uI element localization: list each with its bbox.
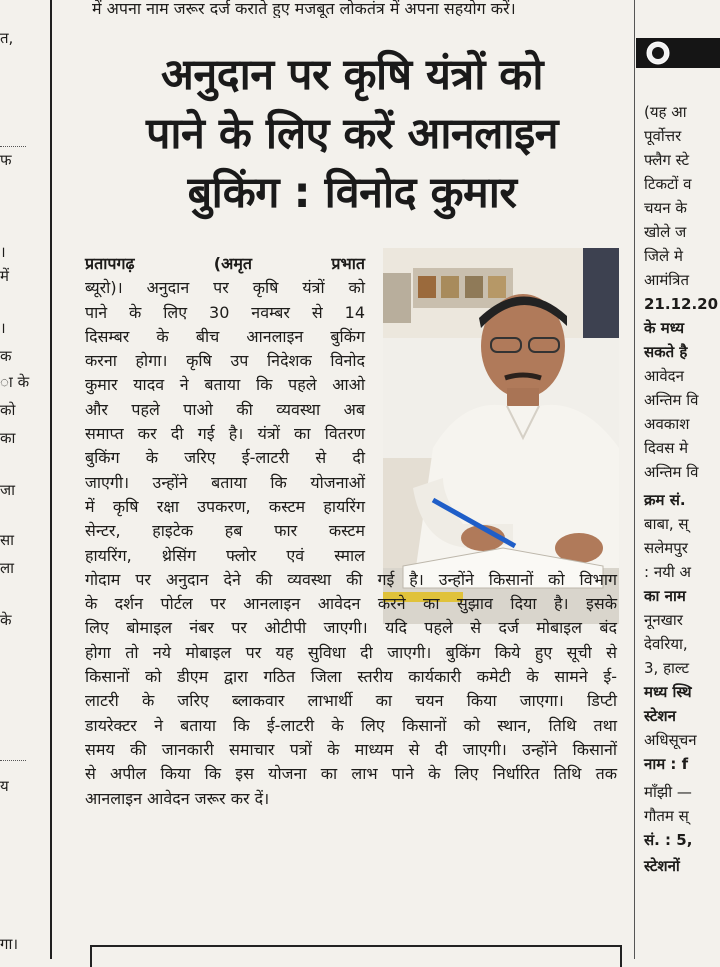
left-fragment: में xyxy=(0,267,9,285)
left-fragment: य xyxy=(0,777,9,795)
right-fragment: टिकटों व xyxy=(644,175,692,193)
article-line: कुमार यादव ने बताया कि पहले आओ xyxy=(85,375,365,395)
right-fragment: पूर्वोत्तर xyxy=(644,127,682,145)
left-fragment: जा xyxy=(0,481,16,499)
divider xyxy=(0,146,26,147)
column-rule xyxy=(634,0,635,959)
article-line: ब्यूरो)। अनुदान पर कृषि यंत्रों को xyxy=(85,278,365,298)
headline-line-3: बुकिंग : विनोद कुमार xyxy=(187,168,517,218)
article-line: के दर्शन पोर्टल पर आनलाइन आवेदन करने का सुझाव दिया है। इसके xyxy=(85,594,617,614)
left-fragment: ा के xyxy=(0,373,30,391)
right-fragment: आवेदन xyxy=(644,367,684,385)
article-line: गोदाम पर अनुदान देने की व्यवस्था की गई है। उन्होंने किसानों को विभाग xyxy=(85,569,617,589)
article-line: लिए बोमाइल नंबर पर ओटीपी जाएगी। यदि पहले से दर्ज मोबाइल बंद xyxy=(85,618,617,638)
left-fragment: को xyxy=(0,401,16,419)
right-fragment: बाबा, स् xyxy=(644,515,689,533)
left-fragment: फ xyxy=(0,151,12,169)
right-fragment: खोले ज xyxy=(644,223,687,241)
article-line: समाप्त कर दी गई है। यंत्रों का वितरण xyxy=(85,424,365,444)
article-line: और पहले पाओ की व्यवस्था अब xyxy=(85,399,365,419)
right-fragment: अवकाश xyxy=(644,415,690,433)
divider xyxy=(0,760,26,761)
previous-article-line: में अपना नाम जरूर दर्ज कराते हुए मजबूत लोकतंत्र में अपना सहयोग करें। xyxy=(92,0,516,18)
right-fragment: गौतम स् xyxy=(644,807,689,825)
article-line: दिसम्बर के बीच आनलाइन बुकिंग xyxy=(85,326,365,346)
left-fragment: का xyxy=(0,429,16,447)
right-fragment: माँझी — xyxy=(644,783,692,801)
right-fragment: सं. : 5, xyxy=(644,831,693,849)
article-line: सेन्टर, हाइटेक हब फार कस्टम xyxy=(85,521,365,541)
column-rule xyxy=(50,0,52,959)
column-header-bar xyxy=(636,38,720,68)
headline-line-2: पाने के लिए करें आनलाइन xyxy=(145,109,559,159)
left-fragment: । xyxy=(0,243,6,261)
right-neighbor-column xyxy=(636,30,720,959)
article-line: से अपील किया कि इस योजना का लाभ पाने के लिए निर्धारित तिथि तक xyxy=(85,764,617,784)
article-line: हायरिंग, थ्रेसिंग फ्लोर एवं स्माल xyxy=(85,545,365,565)
article-line: पाने के लिए 30 नवम्बर से 14 xyxy=(85,302,365,322)
right-fragment: जिले मे xyxy=(644,247,683,265)
article-line: जाएगी। उन्होंने बताया कि योजनाओं xyxy=(85,472,365,492)
article-line: करना होगा। कृषि उप निदेशक विनोद xyxy=(85,351,365,371)
left-fragment: सा xyxy=(0,531,15,549)
headline-line-1: अनुदान पर कृषि यंत्रों को xyxy=(161,50,543,100)
left-fragment: । xyxy=(0,319,6,337)
right-fragment: चयन के xyxy=(644,199,687,217)
right-fragment: दिवस मे xyxy=(644,439,689,457)
headline xyxy=(72,46,632,223)
left-fragment: क xyxy=(0,347,12,365)
article-line: समय की जानकारी समाचार पत्रों के माध्यम से दी जाएगी। उन्होंने किसानों xyxy=(85,739,617,759)
right-fragment: (यह आ xyxy=(644,103,687,121)
article-line: लाटरी के जरिए ब्लाकवार लाभार्थी का चयन किया जाएगा। डिप्टी xyxy=(85,691,617,711)
right-fragment: के मध्य xyxy=(644,319,685,337)
right-fragment: : नयी अ xyxy=(644,563,691,581)
right-fragment: स्टेशनों xyxy=(644,857,680,875)
right-fragment: सलेमपुर xyxy=(644,539,688,557)
right-fragment: मध्य स्थि xyxy=(644,683,692,701)
right-fragment: सकते है xyxy=(644,343,688,361)
right-fragment: 3, हाल्ट xyxy=(644,659,690,677)
article-line: किसानों को डीएम द्वारा गठित जिला स्तरीय कार्यकारी कमेटी के सामने ई- xyxy=(85,667,617,687)
right-fragment: नूनखार xyxy=(644,611,683,629)
left-fragment: त, xyxy=(0,29,14,47)
left-fragment: ला xyxy=(0,559,15,577)
right-fragment: स्टेशन xyxy=(644,707,676,725)
article-line: बुकिंग के जरिए ई-लाटरी से दी xyxy=(85,448,365,468)
article-line: प्रतापगढ़ (अमृत प्रभात xyxy=(85,254,365,273)
article-line: होगा तो नये मोबाइल पर यह सुविधा दी जाएगी। बुकिंग किये हुए सूची से xyxy=(85,642,617,662)
left-fragment: गा। xyxy=(0,935,19,953)
article-line: आनलाइन आवेदन जरूर कर दें। xyxy=(85,788,270,808)
right-fragment: देवरिया, xyxy=(644,635,688,653)
next-article-box xyxy=(90,945,622,967)
right-fragment: आमंत्रित xyxy=(644,271,690,289)
right-fragment: 21.12.20 xyxy=(644,295,719,313)
railway-logo-icon xyxy=(644,39,672,67)
right-fragment: फ्लैग स्टे xyxy=(644,151,689,169)
right-fragment: अन्तिम वि xyxy=(644,463,699,481)
left-fragment: के xyxy=(0,611,12,629)
right-fragment: अधिसूचन xyxy=(644,731,697,749)
article-line: में कृषि रक्षा उपकरण, कस्टम हायरिंग xyxy=(85,496,365,516)
right-fragment: क्रम सं. xyxy=(644,491,686,509)
right-fragment: का नाम xyxy=(644,587,686,605)
article-line: डायरेक्टर ने बताया कि ई-लाटरी के लिए किसानों को स्थान, तिथि तथा xyxy=(85,715,617,735)
article-body xyxy=(85,252,617,811)
right-fragment: अन्तिम वि xyxy=(644,391,699,409)
left-neighbor-column xyxy=(0,0,50,959)
right-fragment: नाम : f xyxy=(644,755,689,773)
